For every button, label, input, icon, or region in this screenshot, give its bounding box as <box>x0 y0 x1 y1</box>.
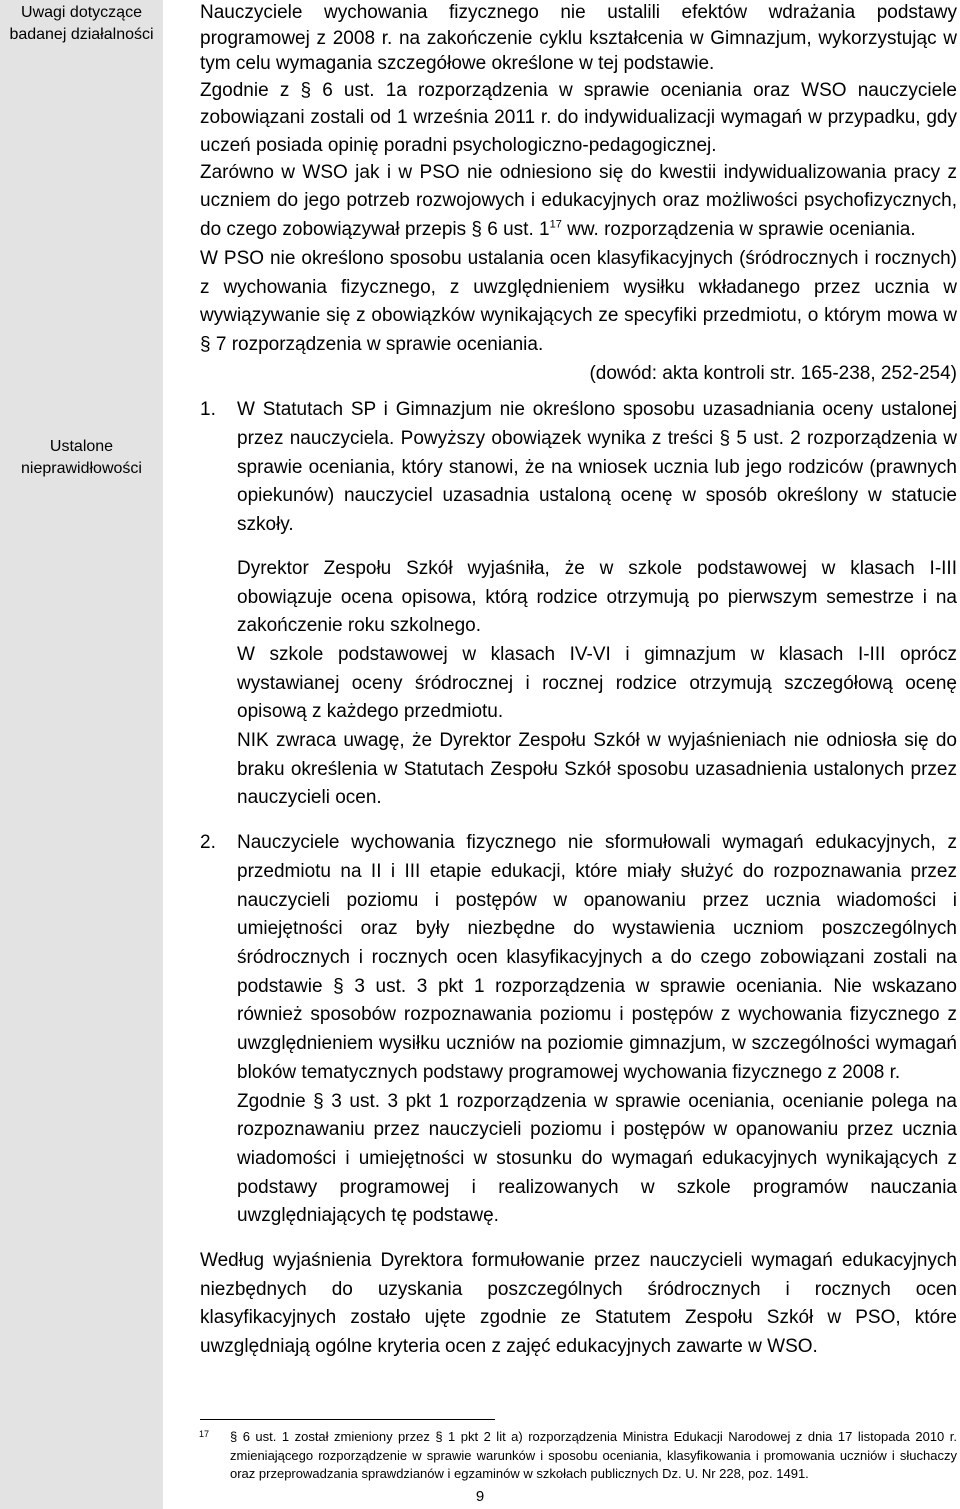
footnote-divider <box>200 1419 495 1420</box>
sidebar <box>0 0 163 1509</box>
finding-1-number: 1. <box>200 399 216 421</box>
finding-2 <box>200 829 957 1231</box>
finding-2-number: 2. <box>200 832 216 854</box>
paragraph-effects: Nauczyciele wychowania fizycznego nie ustalili efektów wdrażania podstawy programowej z 2008 r. na zakończenie cyklu kształcenia w Gimnazjum, wykorzystując w tym celu wymagania szczegółowe określone w tej podstawie. <box>200 2 957 75</box>
sidebar-label-remarks: Uwagi dotyczące badanej działalności <box>9 4 154 43</box>
finding-2-regulation: Zgodnie § 3 ust. 3 pkt 1 rozporządzenia w sprawie oceniania, ocenianie polega na rozpoznawaniu przez nauczycieli poziomu i postępów w opanowaniu przez ucznia wiadomości i umiejętności w stosunku do wymagań edukacyjnych wynikających z podstawy programowej i realizowanych w szkole programów nauczania uwzględniających tę podstawę. <box>237 1090 957 1227</box>
paragraph-individualization: Zgodnie z § 6 ust. 1a rozporządzenia w sprawie oceniania oraz WSO nauczyciele zobowiązani zostali od 1 września 2011 r. do indywidualizacji wymagań w przypadku, gdy uczeń posiada opinię poradni psychologiczno-pedagogicznej. <box>200 80 957 156</box>
sidebar-label-irregularities: Ustalone nieprawidłowości <box>21 438 142 477</box>
main-text <box>200 0 957 1362</box>
evidence-reference: (dowód: akta kontroli str. 165-238, 252-254) <box>589 362 957 384</box>
finding-1 <box>200 396 957 813</box>
paragraph-wso-pso-start: Zarówno w WSO jak i w PSO nie odniesiono się do kwestii indywidualizowania pracy z uczniem do jego potrzeb rozwojowych i edukacyjnych oraz możliwości psychofizycznych, do czego zobowiązywał przepis § 6 ust. 1 <box>200 161 957 241</box>
finding-1-text: W Statutach SP i Gimnazjum nie określono sposobu uzasadniania oceny ustalonej przez nauczyciela. Powyższy obowiązek wynika z treści § 5 ust. 2 rozporządzenia w sprawie oceniania, który stanowi, że na wniosek ucznia lub jego rodziców (prawnych opiekunów) nauczyciel uzasadnia ustaloną ocenę w sposób określony w statucie szkoły. <box>237 399 957 536</box>
paragraph-pso-grades: W PSO nie określono sposobu ustalania ocen klasyfikacyjnych (śródrocznych i rocznych) z wychowania fizycznego, z uwzględnieniem wysiłku wkładanego przez ucznia w wywiązywanie się z obowiązków wynikających ze specyfiki przedmiotu, o którym mowa w § 7 rozporządzenia w sprawie oceniania. <box>200 247 957 355</box>
paragraph-wso-pso-end: ww. rozporządzenia w sprawie oceniania. <box>561 219 916 241</box>
finding-1-grades-description: W szkole podstawowej w klasach IV-VI i gimnazjum w klasach I-III oprócz wystawianej oceny śródrocznej i rocznej rodzice otrzymują szczegółową ocenę opisową z każdego przedmiotu. <box>237 643 957 723</box>
footnote-marker: 17 <box>199 1429 210 1439</box>
page-number: 9 <box>475 1488 485 1505</box>
finding-1-nik-remark: NIK zwraca uwagę, że Dyrektor Zespołu Szkół w wyjaśnieniach nie odniosła się do braku określenia w Statutach Zespołu Szkół sposobu uzasadnienia ustalonych przez nauczycieli ocen. <box>237 730 957 809</box>
footnote-text: § 6 ust. 1 został zmieniony przez § 1 pkt 2 lit a) rozporządzenia Ministra Edukacji Narodowej z dnia 17 listopada 2010 r. zmieniającego rozporządzenie w sprawie warunków i sposobu oceniania, klasyfikowania i promowania uczniów i słuchaczy oraz przeprowadzania sprawdzianów i egzaminów w szkołach publicznych Dz. U. Nr 228, poz. 1491. <box>230 1429 957 1481</box>
paragraph-director-explanation: Według wyjaśnienia Dyrektora formułowanie przez nauczycieli wymagań edukacyjnych niezbędnych do uzyskania poszczególnych śródrocznych i rocznych ocen klasyfikacyjnych zostało ujęte zgodnie ze Statutem Zespołu Szkół w PSO, które uwzględniają ogólne kryteria ocen z zajęć edukacyjnych zawarte w WSO. <box>200 1250 957 1358</box>
finding-2-text: Nauczyciele wychowania fizycznego nie sformułowali wymagań edukacyjnych, z przedmiotu na II i III etapie edukacji, które miały służyć do rozpoznawania przez nauczycieli poziomu i postępów w opanowaniu przez ucznia wiadomości i umiejętności oraz były niezbędne do wystawienia uczniom poszczególnych śródrocznych i rocznych ocen klasyfikacyjnych a do czego zobowiązani zostali na podstawie § 3 ust. 3 pkt 1 rozporządzenia w sprawie oceniania. Nie wskazano również sposobów rozpoznawania poziomu i postępów z wychowania fizycznego z uwzględnieniem wysiłku uczniów na poziomie gimnazjum, w szczególności wymagań bloków tematycznych podstawy programowej wychowania fizycznego z 2008 r. <box>237 832 957 1083</box>
finding-1-director-explanation: Dyrektor Zespołu Szkół wyjaśniła, że w szkole podstawowej w klasach I-III obowiązuje ocena opisowa, którą rodzice otrzymują po pierwszym semestrze i na zakończenie roku szkolnego. <box>237 557 957 637</box>
footnote <box>200 1428 957 1484</box>
paragraph-wso-pso <box>200 159 957 245</box>
footnote-reference: 17 <box>549 218 562 231</box>
